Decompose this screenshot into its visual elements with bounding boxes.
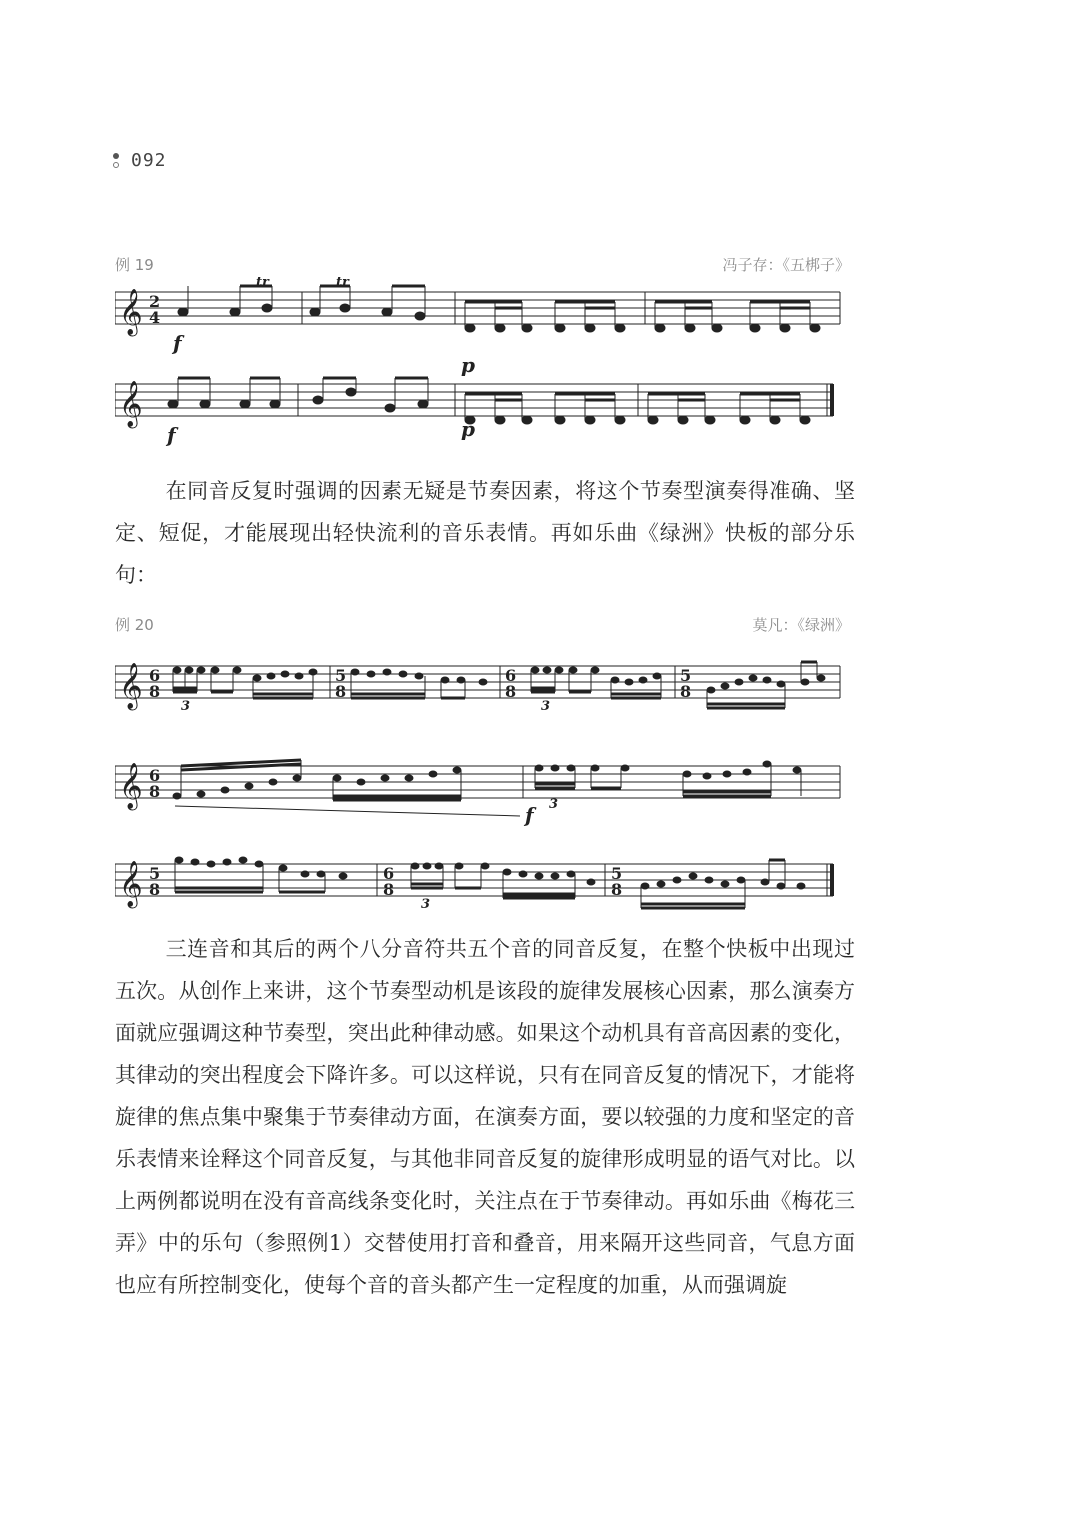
svg-text:4: 4 — [149, 308, 161, 327]
svg-text:8: 8 — [149, 782, 161, 801]
svg-text:f: f — [173, 331, 182, 355]
body-paragraph-2: 三连音和其后的两个八分音符共五个音的同音反复，在整个快板中出现过五次。从创作上来讲，这个节奏型动机是该段的旋律发展核心因素，那么演奏方面就应强调这种节奏型，突出此种律动感。如果这个动机具有音高因素的变化，其律动的突出程度会下降许多。可以这样说，只有在同音反复的情况下，才能将旋律的焦点集中聚集于节奏律动方面，在演奏方面，要以较强的力度和坚定的音乐表情来诠释这个同音反复，与其他非同音反复的旋律形成明显的语气对比。以上两例都说明在没有音高线条变化时，关注点在于节奏律动。再如乐曲《梅花三弄》中的乐句（参照例1）交替使用打音和叠音，用来隔开这些同音，气息方面也应有所控制变化，使每个音的音头都产生一定程度的加重，从而强调旋 — [115, 937, 855, 1297]
svg-text:8: 8 — [383, 880, 395, 899]
svg-text:3: 3 — [549, 797, 559, 812]
svg-text:p: p — [461, 353, 475, 377]
example-20-header — [115, 614, 850, 635]
svg-text:3: 3 — [181, 699, 191, 714]
svg-text:5: 5 — [335, 666, 347, 685]
page-number — [113, 150, 167, 171]
svg-text:6: 6 — [383, 864, 395, 883]
example-20-score — [115, 636, 850, 916]
svg-text:tr: tr — [256, 275, 269, 290]
svg-text:2: 2 — [149, 292, 161, 311]
page-number-text: 092 — [131, 150, 167, 171]
treble-clef-icon: 𝄞 — [119, 763, 143, 809]
treble-clef-icon: 𝄞 — [119, 289, 143, 335]
svg-text:p: p — [461, 417, 475, 441]
svg-text:6: 6 — [149, 766, 161, 785]
svg-text:6: 6 — [505, 666, 517, 685]
svg-text:3: 3 — [541, 699, 551, 714]
example-20-source: 莫凡：《绿洲》 — [752, 616, 850, 634]
svg-text:8: 8 — [680, 682, 692, 701]
svg-text:8: 8 — [505, 682, 517, 701]
body-paragraph-1: 在同音反复时强调的因素无疑是节奏因素，将这个节奏型演奏得准确、坚定、短促，才能展现出轻快流利的音乐表情。再如乐曲《绿洲》快板的部分乐句： — [115, 479, 855, 587]
svg-text:5: 5 — [611, 864, 623, 883]
svg-text:f: f — [167, 423, 176, 447]
svg-text:3: 3 — [421, 897, 431, 912]
svg-text:8: 8 — [611, 880, 623, 899]
treble-clef-icon: 𝄞 — [119, 861, 143, 907]
svg-text:8: 8 — [149, 880, 161, 899]
treble-clef-icon: 𝄞 — [119, 663, 143, 709]
example-19-source: 冯子存：《五梆子》 — [722, 256, 850, 274]
svg-text:6: 6 — [149, 666, 161, 685]
svg-text:tr: tr — [336, 275, 349, 290]
svg-text:5: 5 — [680, 666, 692, 685]
treble-clef-icon: 𝄞 — [119, 381, 143, 427]
svg-text:5: 5 — [149, 864, 161, 883]
svg-text:8: 8 — [335, 682, 347, 701]
svg-text:8: 8 — [149, 682, 161, 701]
svg-text:f: f — [525, 803, 534, 827]
example-20-label: 例 20 — [115, 616, 154, 634]
example-19-label: 例 19 — [115, 256, 154, 274]
example-19-staves — [115, 272, 850, 447]
example-19-score — [115, 272, 850, 447]
page-marker-icon — [113, 153, 119, 168]
example-20-staves — [115, 636, 850, 916]
